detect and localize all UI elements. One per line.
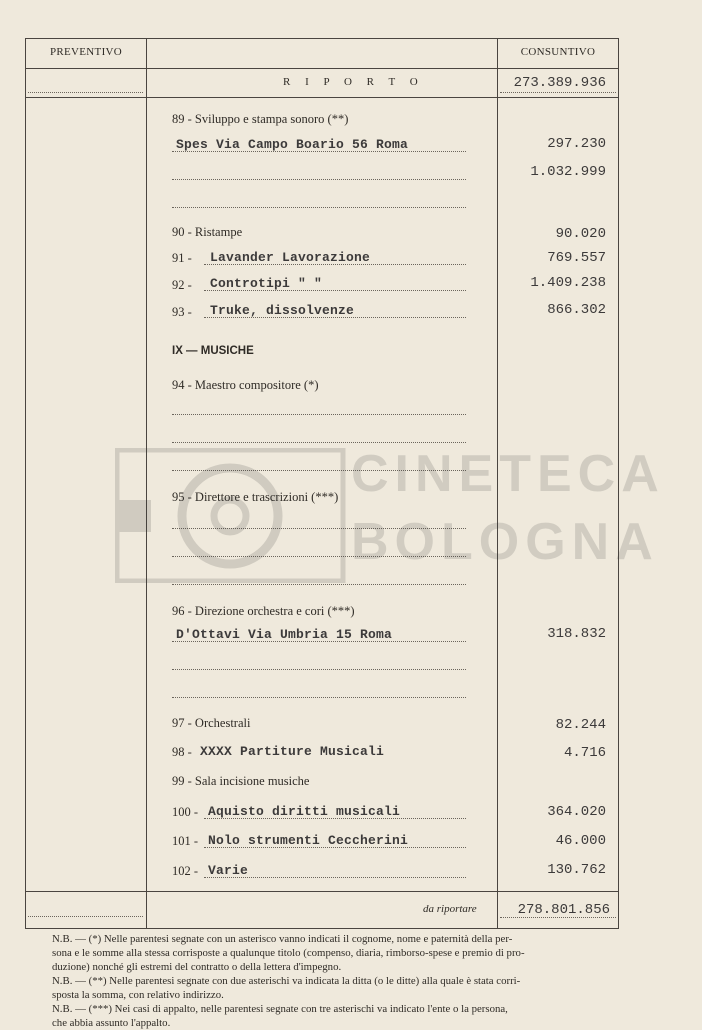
item-98-label: 98 - bbox=[172, 745, 192, 759]
header-rule bbox=[25, 68, 619, 69]
note-line: duzione) nonché gli estremi del contratto o della lettera d'impegno. bbox=[52, 961, 342, 973]
item-91-label: 91 - bbox=[172, 251, 192, 265]
note-line: N.B. — (*) Nelle parentesi segnate con un asterisco vanno indicati il cognome, nome e paternità della per- bbox=[52, 933, 513, 945]
item-98-typed: XXXX Partiture Musicali bbox=[200, 744, 385, 759]
dotline bbox=[172, 584, 466, 585]
preventivo-dotline bbox=[28, 92, 143, 93]
note-line: N.B. — (**) Nelle parentesi segnate con due asterischi va indicata la ditta (o le ditte) alla quale è stata corri- bbox=[52, 975, 521, 987]
dotline bbox=[172, 528, 466, 529]
riporto-rule bbox=[25, 97, 619, 98]
dotline bbox=[172, 641, 466, 642]
item-101-typed: Nolo strumenti Ceccherini bbox=[208, 833, 409, 848]
item-96-label: 96 - Direzione orchestra e cori (***) bbox=[172, 604, 355, 618]
dotline bbox=[172, 697, 466, 698]
item-102-typed: Varie bbox=[208, 863, 249, 878]
item-100-label: 100 - bbox=[172, 805, 199, 819]
column-divider-left bbox=[146, 38, 147, 929]
dotline bbox=[204, 818, 466, 819]
item-102-amount: 130.762 bbox=[547, 862, 606, 878]
item-100-typed: Aquisto diritti musicali bbox=[208, 804, 401, 819]
note-line: sona e le somme alla stessa corrisposte a qualunque titolo (compenso, diaria, rimborso-spese e premio di pro- bbox=[52, 947, 525, 959]
item-91-amount: 769.557 bbox=[547, 250, 606, 266]
footer-rule bbox=[25, 891, 619, 892]
item-92-amount: 1.409.238 bbox=[530, 275, 606, 291]
da-riportare-amount: 278.801.856 bbox=[517, 902, 610, 918]
note-line: che abbia assunto l'appalto. bbox=[52, 1017, 171, 1029]
item-97-label: 97 - Orchestrali bbox=[172, 716, 251, 730]
item-93-label: 93 - bbox=[172, 305, 192, 319]
preventivo-header: PREVENTIVO bbox=[49, 46, 123, 58]
watermark-line2: BOLOGNA bbox=[351, 513, 659, 571]
da-riportare-label: da riportare bbox=[423, 903, 477, 915]
item-89-amount-2: 1.032.999 bbox=[530, 164, 606, 180]
dotline bbox=[204, 264, 466, 265]
dotline bbox=[204, 317, 466, 318]
item-91-typed: Lavander Lavorazione bbox=[210, 250, 371, 265]
consuntivo-dotline bbox=[500, 92, 616, 93]
item-95-label: 95 - Direttore e trascrizioni (***) bbox=[172, 490, 339, 504]
dotline bbox=[172, 207, 466, 208]
item-93-typed: Truke, dissolvenze bbox=[210, 303, 355, 318]
item-102-label: 102 - bbox=[172, 864, 199, 878]
dotline bbox=[204, 290, 466, 291]
item-90-amount: 90.020 bbox=[555, 226, 606, 242]
dotline bbox=[172, 151, 466, 152]
dotline bbox=[172, 669, 466, 670]
consuntivo-header: CONSUNTIVO bbox=[520, 46, 596, 58]
item-93-amount: 866.302 bbox=[547, 302, 606, 318]
dotline bbox=[172, 442, 466, 443]
item-97-amount: 82.244 bbox=[555, 717, 606, 733]
riporto-label: R I P O R T O bbox=[283, 76, 424, 88]
item-101-label: 101 - bbox=[172, 834, 199, 848]
dotline bbox=[172, 556, 466, 557]
note-line: sposta la somma, con relativo indirizzo. bbox=[52, 989, 224, 1001]
item-96-typed: D'Ottavi Via Umbria 15 Roma bbox=[176, 627, 393, 642]
watermark-line1: CINETECA bbox=[351, 445, 665, 503]
column-divider-right bbox=[497, 38, 498, 929]
preventivo-footer-dotline bbox=[28, 916, 143, 917]
consuntivo-footer-dotline bbox=[500, 917, 616, 918]
item-98-amount: 4.716 bbox=[563, 745, 606, 761]
item-92-label: 92 - bbox=[172, 278, 192, 292]
item-89-amount: 297.230 bbox=[547, 136, 606, 152]
item-99-label: 99 - Sala incisione musiche bbox=[172, 774, 310, 788]
item-94-label: 94 - Maestro compositore (*) bbox=[172, 378, 319, 392]
item-90-label: 90 - Ristampe bbox=[172, 225, 243, 239]
item-89-typed: Spes Via Campo Boario 56 Roma bbox=[176, 137, 409, 152]
item-89-label: 89 - Sviluppo e stampa sonoro (**) bbox=[172, 112, 349, 126]
item-100-amount: 364.020 bbox=[547, 804, 606, 820]
item-96-amount: 318.832 bbox=[547, 626, 606, 642]
dotline bbox=[204, 877, 466, 878]
dotline bbox=[172, 414, 466, 415]
dotline bbox=[204, 847, 466, 848]
item-92-typed: Controtipi " " bbox=[210, 276, 323, 291]
section-musiche-heading: IX — MUSICHE bbox=[172, 345, 254, 357]
note-line: N.B. — (***) Nei casi di appalto, nelle parentesi segnate con tre asterischi va indicato l'ente o la persona, bbox=[52, 1003, 508, 1015]
dotline bbox=[172, 179, 466, 180]
riporto-amount: 273.389.936 bbox=[513, 75, 606, 91]
item-101-amount: 46.000 bbox=[555, 833, 606, 849]
dotline bbox=[172, 470, 466, 471]
footnotes bbox=[52, 932, 652, 1030]
